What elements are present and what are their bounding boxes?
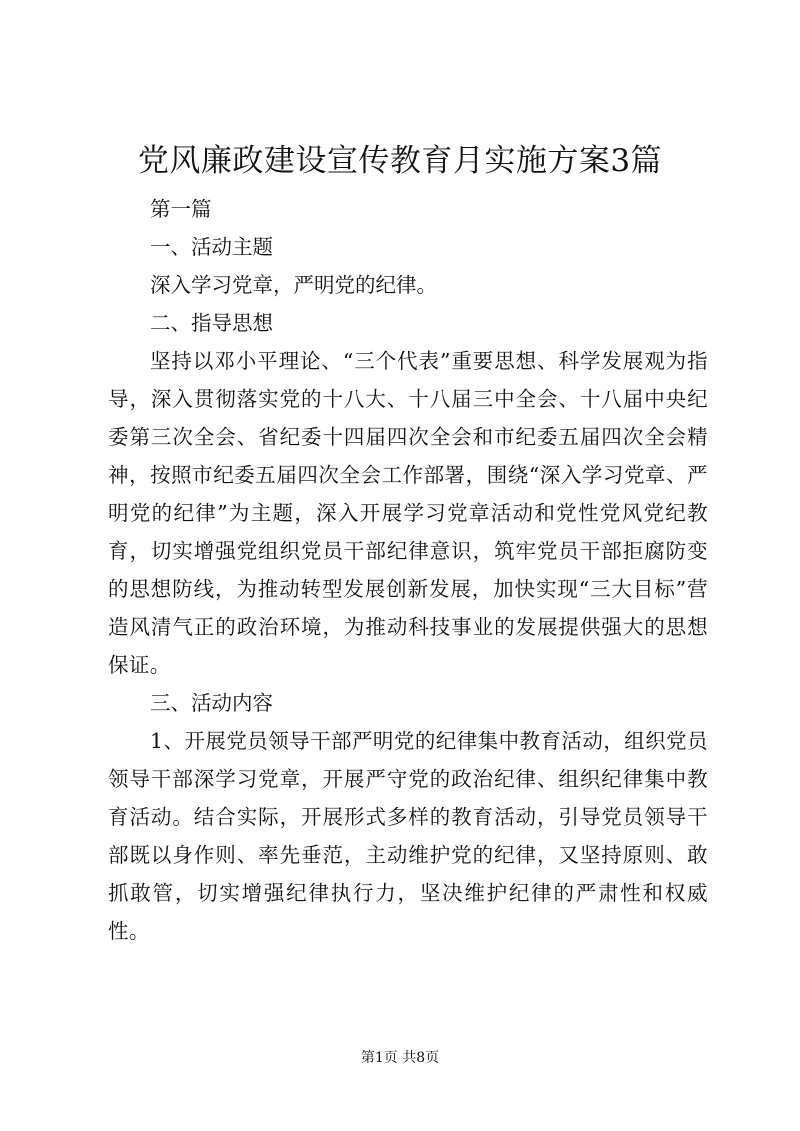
page-footer: 第1页 共8页 (360, 1050, 440, 1066)
document-title: 党风廉政建设宣传教育月实施方案3篇 (137, 143, 663, 179)
document-body (108, 190, 708, 950)
section-heading-guiding-ideology: 二、指导思想 (150, 311, 273, 335)
theme-text: 深入学习党章，严明党的纪律。 (150, 273, 437, 297)
activity-content-paragraph: 1、开展党员领导干部严明党的纪律集中教育活动，组织党员领导干部深学习党章，开展严守党的政治纪律、组织纪律集中教育活动。结合实际，开展形式多样的教育活动，引导党员领导干部既以身作则、率先垂范，主动维护党的纪律，又坚持原则、敢抓敢管，切实增强纪律执行力，坚决维护纪律的严肃性和权威性。 (108, 729, 708, 943)
section-heading-theme: 一、活动主题 (150, 235, 273, 259)
part-heading: 第一篇 (150, 197, 212, 221)
guiding-ideology-paragraph: 坚持以邓小平理论、“三个代表”重要思想、科学发展观为指导，深入贯彻落实党的十八大、十八届三中全会、十八届中央纪委第三次全会、省纪委十四届四次全会和市纪委五届四次全会精神，按照市纪委五届四次全会工作部署，围绕“深入学习党章、严明党的纪律”为主题，深入开展学习党章活动和党性党风党纪教育，切实增强党组织党员干部纪律意识，筑牢党员干部拒腐防变的思想防线，为推动转型发展创新发展，加快实现“三大目标”营造风清气正的政治环境，为推动科技事业的发展提供强大的思想保证。 (108, 349, 708, 677)
section-heading-activity-content: 三、活动内容 (150, 691, 273, 715)
